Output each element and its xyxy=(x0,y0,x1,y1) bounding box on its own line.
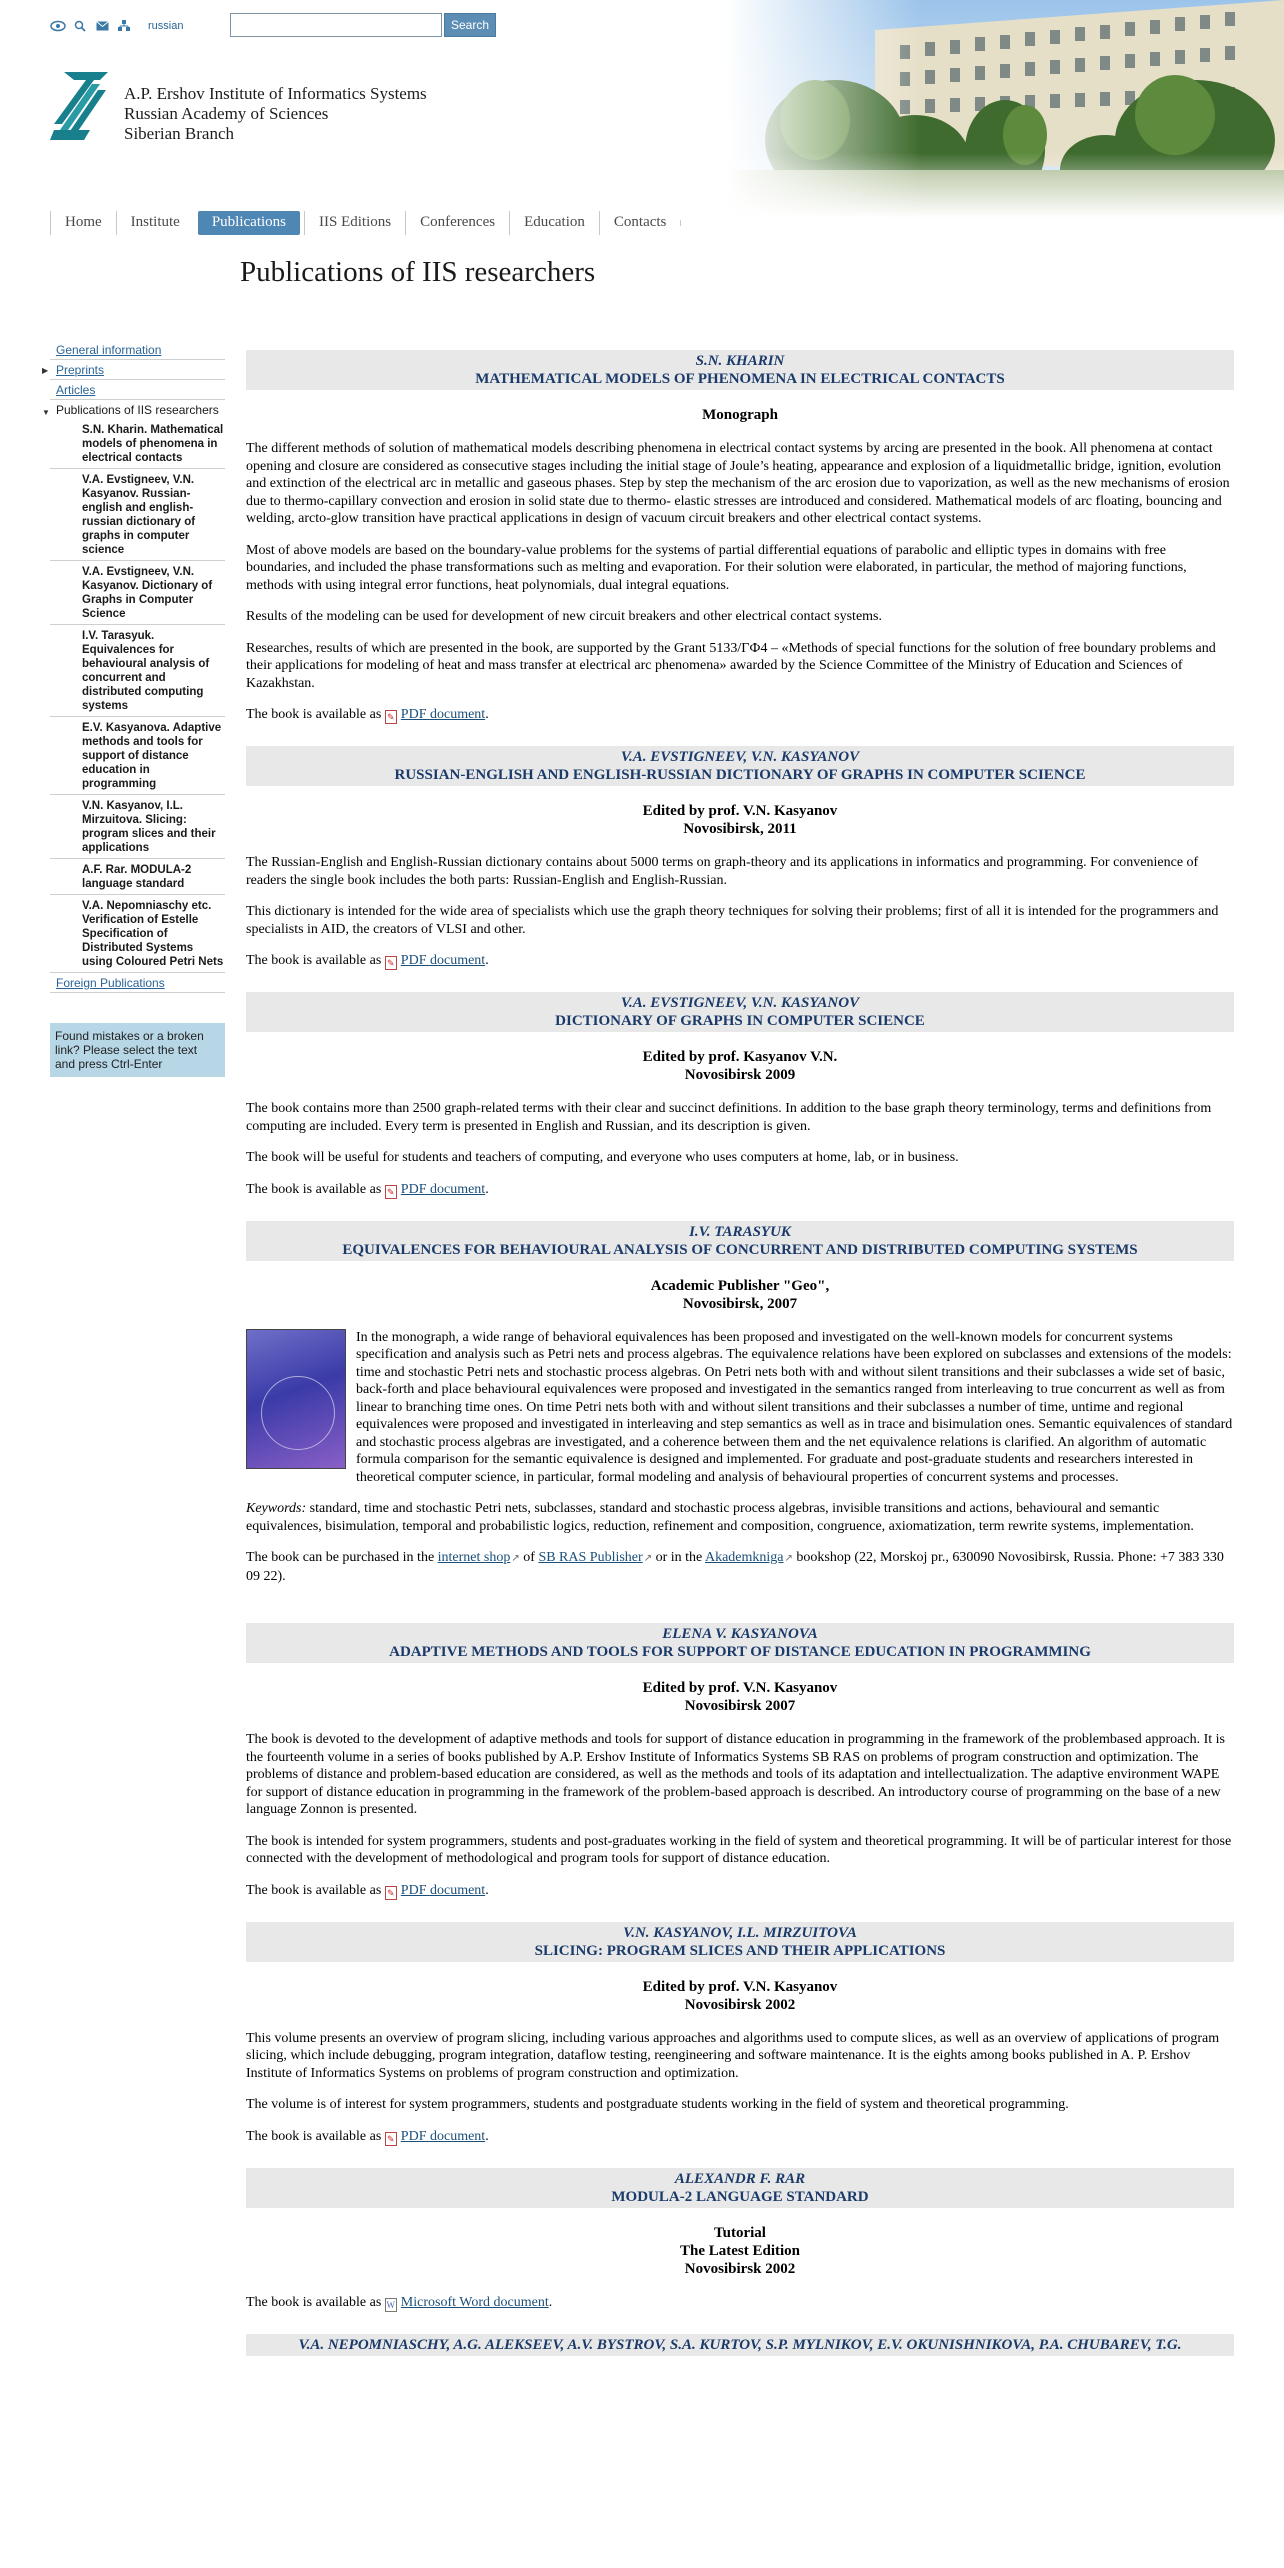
word-document-link[interactable]: Microsoft Word document xyxy=(400,2294,549,2310)
period: . xyxy=(548,2294,553,2310)
publication-rar xyxy=(246,2168,1234,2312)
publication-title: ADAPTIVE METHODS AND TOOLS FOR SUPPORT OF DISTANCE EDUCATION IN PROGRAMMING xyxy=(389,1644,1091,1660)
publication-paragraph: The book is devoted to the development of adaptive methods and tools for support of distance education in programming in the framework of the problembased approach. It is the fourteenth volume in a series of books published by A.P. Ershov Institute of Informatics Systems SB RAS on problems of program construction and optimization. The problems of distance and problem-based education are considered, as well as the methods and tools of its adaptation and intellectualization. The adaptive environment WAPE for support of distance education in programming in the framework of the problem-based approach is described. An introductory course of programming on the base of a new language Zonnon is presented. xyxy=(246,1732,1225,1817)
publication-subtitle xyxy=(246,802,1234,838)
publication-subtitle xyxy=(246,1277,1234,1313)
publication-paragraph: The book is intended for system programmers, students and post-graduates working in the field of system and theoretical programming. It will be of particular interest for those connected with the development of methodological and program tools for support of distance education. xyxy=(246,1833,1232,1866)
sidebar-subitem[interactable]: V.A. Nepomniaschy etc. Verification of Estelle Specification of Distributed Systems using Coloured Petri Nets xyxy=(50,895,225,973)
keywords-text: standard, time and stochastic Petri nets, subclasses, standard and stochastic process algebras, invisible transitions and actions, behavioural and semantic equivalences, bisimulation, temporal and probabilistic logics, reduction, refinement and composition, congruence, axiomatization, term rewrite systems, implementation. xyxy=(246,1501,1194,1534)
nav-iis-editions[interactable]: IIS Editions xyxy=(304,211,405,235)
nav-institute[interactable]: Institute xyxy=(116,211,194,235)
availability-line xyxy=(246,952,1234,970)
search-input[interactable] xyxy=(230,13,442,37)
period: . xyxy=(485,1181,489,1197)
publication-authors: I.V. TARASYUK xyxy=(689,1223,791,1240)
publication-editor: Edited by prof. V.N. Kasyanov xyxy=(642,1978,838,1995)
search-icon[interactable] xyxy=(72,19,88,33)
expand-arrow-icon[interactable]: ▶ xyxy=(42,366,49,375)
publication-title: RUSSIAN-ENGLISH AND ENGLISH-RUSSIAN DICTIONARY OF GRAPHS IN COMPUTER SCIENCE xyxy=(394,767,1086,783)
sidebar-subitem[interactable]: V.A. Evstigneev, V.N. Kasyanov. Dictionary of Graphs in Computer Science xyxy=(50,561,225,625)
publication-paragraph: The book will be useful for students and teachers of computing, and everyone who uses computers at home, lab, or in business. xyxy=(246,1150,959,1165)
publication-kasyanova xyxy=(246,1623,1234,1900)
publication-edition: The Latest Edition xyxy=(679,2242,800,2259)
availability-line xyxy=(246,1882,1234,1900)
word-document-icon: W xyxy=(386,2299,396,2310)
sidebar-link-preprints[interactable]: Preprints xyxy=(56,363,105,377)
period: . xyxy=(485,953,489,968)
institute-name-line: A.P. Ershov Institute of Informatics Systems xyxy=(124,84,427,103)
nav-home[interactable]: Home xyxy=(50,211,116,235)
mail-icon[interactable] xyxy=(94,19,110,33)
availability-text: The book is available as xyxy=(246,707,382,722)
sidebar-subitem[interactable]: A.F. Rar. MODULA-2 language standard xyxy=(50,859,225,895)
publication-header xyxy=(246,1623,1234,1663)
sidebar-link-foreign[interactable]: Foreign Publications xyxy=(56,976,165,990)
keywords-line xyxy=(246,1500,1234,1535)
publication-type: Tutorial xyxy=(714,2224,766,2241)
institute-name xyxy=(124,84,427,144)
sidebar-subitem[interactable]: E.V. Kasyanova. Adaptive methods and tools for support of distance education in programming xyxy=(50,717,225,795)
availability-text: The book is available as xyxy=(246,1882,382,1898)
purchase-text: of xyxy=(523,1550,535,1565)
institute-logo[interactable] xyxy=(50,68,110,142)
sidebar-link-articles[interactable]: Articles xyxy=(56,383,96,397)
availability-text: The book is available as xyxy=(246,1181,382,1197)
publication-subtitle xyxy=(246,2224,1234,2278)
language-link[interactable]: russian xyxy=(148,20,184,32)
publication-subtitle xyxy=(246,1978,1234,2014)
availability-line xyxy=(246,706,1234,724)
pdf-icon: ✎ xyxy=(385,1886,397,1900)
availability-text: The book is available as xyxy=(246,2294,382,2310)
keywords-label: Keywords: xyxy=(246,1501,307,1516)
nav-conferences[interactable]: Conferences xyxy=(405,211,509,235)
sidebar-item-preprints xyxy=(42,360,225,380)
external-link-icon: ↗ xyxy=(784,1553,793,1564)
publication-header xyxy=(246,350,1234,390)
publication-authors: S.N. KHARIN xyxy=(695,353,785,369)
publication-authors: V.A. EVSTIGNEEV, V.N. KASYANOV xyxy=(620,995,860,1011)
publication-subtitle xyxy=(246,1679,1234,1715)
institute-name-line: Siberian Branch xyxy=(124,124,234,143)
publication-editor: Edited by prof. Kasyanov V.N. xyxy=(642,1049,838,1065)
publication-paragraph: Results of the modeling can be used for development of new circuit breakers and other electrical contact systems. xyxy=(246,609,883,624)
publication-place-year: Novosibirsk 2002 xyxy=(684,1996,796,2013)
publication-subtitle xyxy=(246,1048,1234,1084)
akademkniga-link[interactable]: Akademkniga xyxy=(704,1550,784,1565)
purchase-text: The book can be purchased in the xyxy=(246,1550,435,1565)
main-navigation xyxy=(50,210,681,236)
pdf-icon: ✎ xyxy=(385,2132,397,2146)
pdf-link[interactable]: PDF document xyxy=(400,953,486,968)
publication-header xyxy=(246,746,1234,786)
publication-paragraph: The different methods of solution of mathematical models describing phenomena in electrical contact systems by arcing are presented in the book. All phenomena at contact opening and closure are considered as consecutive stages including the initial stage of Joule’s heating, appearance and explosion of a liquidmetallic bridge, ignition, evolution and extinction of the electrical arc in metallic and gaseous phases. Step by step the mechanism of the arc erosion due to vaporization, as well as the new mechanisms of erosion due to thermo-capillary convection and erosion in solid state due to thermo- elastic stresses are introduced and considered. Mathematical models of arc floating, bouncing and welding, arcto-glow transition have practical applications in design of vacuum circuit breakers and other electrical contact systems. xyxy=(246,441,1230,526)
institute-name-line: Russian Academy of Sciences xyxy=(124,104,329,123)
publication-place-year: Novosibirsk, 2011 xyxy=(683,821,797,837)
sidebar-item-current xyxy=(42,400,225,419)
publication-publisher: Academic Publisher "Geo", xyxy=(650,1277,830,1294)
nav-publications[interactable]: Publications xyxy=(198,211,300,235)
publication-header xyxy=(246,2168,1234,2208)
sidebar xyxy=(42,340,225,1077)
collapse-arrow-icon[interactable]: ▼ xyxy=(42,408,50,417)
header-building-photo xyxy=(725,0,1284,218)
publication-header xyxy=(246,1922,1234,1962)
publication-place-year: Novosibirsk 2007 xyxy=(684,1698,796,1714)
pdf-link[interactable]: PDF document xyxy=(400,707,486,722)
publication-title: DICTIONARY OF GRAPHS IN COMPUTER SCIENCE xyxy=(555,1013,925,1029)
eye-icon[interactable] xyxy=(50,19,66,33)
publication-paragraph: Researches, results of which are presented in the book, are supported by the Grant 5133/ГФ4 – «Methods of special functions for the solution of free boundary problems and their applications for modeling of heat and mass transfer at electrical arc phenomena» awarded by the Science Committee of the Ministry of Education and Sciences of Kazakhstan. xyxy=(246,640,1216,691)
period: . xyxy=(485,707,489,722)
period: . xyxy=(485,2128,489,2144)
publication-header xyxy=(246,992,1234,1032)
book-cover-image[interactable] xyxy=(246,1329,346,1469)
publication-paragraph: This volume presents an overview of program slicing, including various approaches and algorithms used to compute slices, as well as an overview of applications of program slicing, which include debugging, program integration, dataflow testing, reengineering and software maintenance. It is the eights among books published in A. P. Ershov Institute of Informatics Systems on problems of program construction and optimization. xyxy=(246,2030,1220,2081)
publication-authors: ELENA V. KASYANOVA xyxy=(662,1626,818,1642)
publication-header xyxy=(246,1221,1234,1261)
publication-paragraph: In the monograph, a wide range of behavioral equivalences has been proposed and investigated on the well-known models for concurrent systems specification and analysis such as Petri nets and process algebras. The equivalence relations have been explored on subclasses and extensions of the models: time and stochastic Petri nets and stochastic process algebras. On Petri nets both with and without silent transitions and their subclasses a wide set of basic, back-forth and place behavioural equivalences were proposed and investigated in the semantics ranged from interleaving to true concurrent as well as from linear to branching time ones. On time Petri nets both with and without silent transitions and their subclasses a number of time, untime and regional equivalences were proposed and investigated in interleaving and step semantics as well as in trace and bisimulation ones. Semantic equivalences of standard and stochastic process algebras are investigated, and a coherence between them and the net equivalence relations is clarified. An algorithm of automatic formula comparison for the semantic equivalence is designed and implemented. For graduate and post-graduate students and researchers interested in theoretical computer science, in particular, formal modeling and analysis of behavioural properties of concurrent systems and processes. xyxy=(356,1329,1233,1485)
sidebar-item-articles xyxy=(50,380,225,400)
publication-authors: V.N. KASYANOV, I.L. MIRZUITOVA xyxy=(623,1924,857,1941)
nav-contacts[interactable]: Contacts xyxy=(599,211,681,235)
publication-authors: V.A. EVSTIGNEEV, V.N. KASYANOV xyxy=(620,749,860,765)
sidebar-current-label[interactable]: Publications of IIS researchers xyxy=(56,403,219,417)
publication-title: EQUIVALENCES FOR BEHAVIOURAL ANALYSIS OF CONCURRENT AND DISTRIBUTED COMPUTING SYSTEMS xyxy=(342,1241,1138,1258)
publication-place-year: Novosibirsk, 2007 xyxy=(682,1295,798,1312)
pdf-icon: ✎ xyxy=(385,956,397,970)
availability-line xyxy=(246,2294,1234,2312)
sidebar-subitem[interactable]: V.A. Evstigneev, V.N. Kasyanov. Russian-english and english-russian dictionary of graphs in computer science xyxy=(50,469,225,561)
sidebar-item-general xyxy=(50,340,225,360)
error-report-note: Found mistakes or a broken link? Please select the text and press Ctrl-Enter xyxy=(50,1023,225,1077)
period: . xyxy=(485,1882,489,1898)
external-link-icon: ↗ xyxy=(643,1553,653,1564)
sitemap-icon[interactable] xyxy=(116,19,132,33)
publication-paragraph: The book contains more than 2500 graph-related terms with their clear and succinct definitions. In addition to the base graph theory terminology, terms and definitions from computing are included. Every term is presented in English and Russian, and its description is given. xyxy=(246,1101,1212,1134)
publication-editor: Edited by prof. V.N. Kasyanov xyxy=(642,1680,838,1696)
sidebar-subitem[interactable]: V.N. Kasyanov, I.L. Mirzuitova. Slicing: program slices and their applications xyxy=(50,795,225,859)
publication-header xyxy=(246,2334,1234,2356)
publication-authors: V.A. NEPOMNIASCHY, A.G. ALEKSEEV, A.V. BYSTROV, S.A. KURTOV, S.P. MYLNIKOV, E.V. OKUNISHNIKOVA, P.A. CHUBAREV, T.G. xyxy=(298,2336,1182,2353)
publication-paragraph: This dictionary is intended for the wide area of specialists which use the graph theory techniques for solving their problems; first of all it is intended for the programmers and specialists in AID, the creators of VLSI and other. xyxy=(246,904,1219,937)
sidebar-subitem[interactable]: S.N. Kharin. Mathematical models of phenomena in electrical contacts xyxy=(50,419,225,469)
pdf-link[interactable]: PDF document xyxy=(400,1181,486,1197)
publication-tarasyuk xyxy=(246,1221,1234,1586)
pdf-icon: ✎ xyxy=(385,1185,397,1199)
publication-place-year: Novosibirsk 2002 xyxy=(684,2260,796,2277)
publication-title: SLICING: PROGRAM SLICES AND THEIR APPLICATIONS xyxy=(534,1942,946,1959)
publication-paragraph: The Russian-English and English-Russian dictionary contains about 5000 terms on graph-theory and its applications in informatics and programming. For convenience of readers the single book includes the both parts: Russian-English and English-Russian. xyxy=(246,855,1199,888)
purchase-text: or in the xyxy=(655,1550,703,1565)
publication-paragraph: Most of above models are based on the boundary-value problems for the systems of partial differential equations of parabolic and elliptic types in domains with free boundaries, and included the phase transformations such as melting and evaporation. For their solution were elaborated, in particular, the method of majoring functions, methods with using integral error functions, heat polynomials, dual integral equations. xyxy=(246,542,1187,593)
publication-editor: Edited by prof. V.N. Kasyanov xyxy=(642,803,838,819)
publication-slicing xyxy=(246,1922,1234,2146)
nav-divider xyxy=(680,220,681,226)
publication-authors: ALEXANDR F. RAR xyxy=(674,2170,806,2187)
search-button[interactable]: Search xyxy=(444,13,496,37)
sidebar-item-foreign xyxy=(50,973,225,993)
availability-text: The book is available as xyxy=(246,953,382,968)
publication-title: MODULA-2 LANGUAGE STANDARD xyxy=(611,2188,869,2205)
publication-title: MATHEMATICAL MODELS OF PHENOMENA IN ELECTRICAL CONTACTS xyxy=(475,371,1005,387)
publication-paragraph: The volume is of interest for system programmers, students and postgraduate students working in the field of system and theoretical programming. xyxy=(246,2097,1069,2112)
internet-shop-link[interactable]: internet shop xyxy=(437,1550,511,1565)
pdf-link[interactable]: PDF document xyxy=(400,2128,486,2144)
pdf-icon: ✎ xyxy=(385,710,397,724)
sidebar-subitem[interactable]: I.V. Tarasyuk. Equivalences for behavioural analysis of concurrent and distributed computing systems xyxy=(50,625,225,717)
publication-nepomniaschy xyxy=(246,2334,1234,2356)
top-utility-bar xyxy=(50,14,183,38)
purchase-line xyxy=(246,1549,1234,1585)
publication-dict-ru-en xyxy=(246,746,1234,970)
publication-place-year: Novosibirsk 2009 xyxy=(684,1067,796,1083)
publisher-link[interactable]: SB RAS Publisher xyxy=(538,1550,643,1565)
publication-dict-graphs xyxy=(246,992,1234,1199)
publication-subtitle xyxy=(246,406,1234,424)
nav-education[interactable]: Education xyxy=(509,211,599,235)
availability-line xyxy=(246,2128,1234,2146)
main-content xyxy=(246,350,1234,2378)
availability-text: The book is available as xyxy=(246,2128,382,2144)
page-title: Publications of IIS researchers xyxy=(240,256,596,288)
purchase-text: bookshop (22, Morskoj pr., 630090 Novosibirsk, Russia. Phone: +7 383 330 09 22). xyxy=(246,1550,1224,1584)
availability-line xyxy=(246,1181,1234,1199)
pdf-link[interactable]: PDF document xyxy=(400,1882,486,1898)
publication-kharin xyxy=(246,350,1234,724)
sidebar-link-general[interactable]: General information xyxy=(56,343,162,357)
publication-type: Monograph xyxy=(702,407,778,423)
external-link-icon: ↗ xyxy=(511,1553,520,1564)
